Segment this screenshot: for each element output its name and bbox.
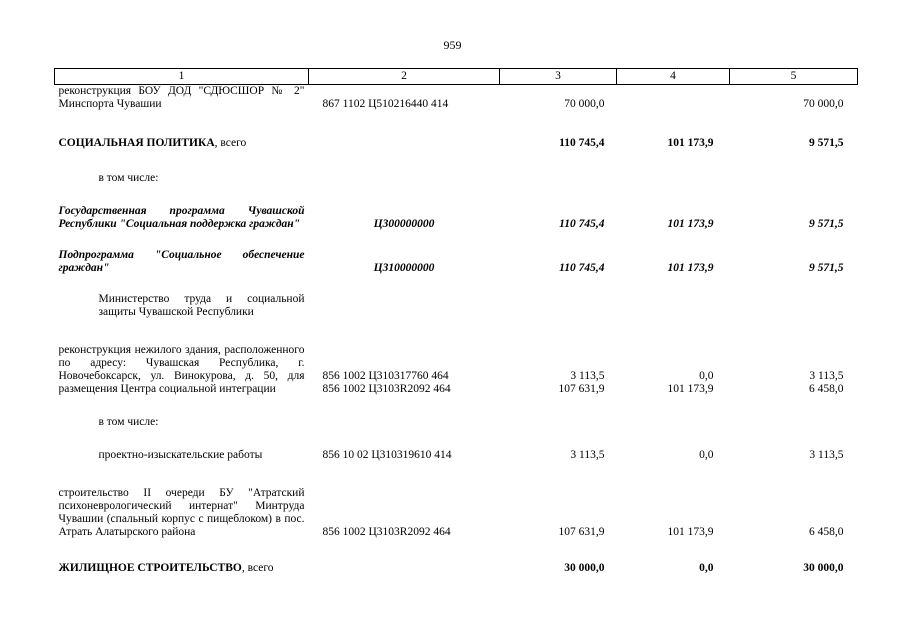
row-name: Государственная программа Чувашской Республики "Социальная поддержка граждан" [58, 205, 305, 230]
table-row [55, 416, 858, 429]
row-code [309, 562, 500, 575]
column-header-2: 2 [309, 69, 500, 85]
row-value-col3: 107 631,9 [558, 526, 605, 538]
row-value-col3 [500, 344, 617, 396]
row-value-col5: 9 571,5 [809, 218, 844, 230]
section-title-suffix: , всего [214, 137, 247, 149]
row-value-col4: 101 173,9 [667, 262, 714, 274]
column-header-4: 4 [617, 69, 730, 85]
table-row [55, 344, 858, 396]
row-value-line-2: 101 173,9 [667, 383, 714, 395]
section-title-suffix: , всего [241, 562, 274, 574]
table-row [55, 172, 858, 185]
table-row [55, 449, 858, 462]
table-row [55, 562, 858, 575]
page-number: 959 [443, 38, 462, 52]
table-row [55, 205, 858, 231]
row-code: Ц310000000 [373, 262, 435, 274]
section-title: ЖИЛИЩНОЕ СТРОИТЕЛЬСТВО [58, 562, 242, 574]
row-value-col5: 9 571,5 [809, 262, 844, 274]
row-value-col4: 0,0 [699, 562, 714, 574]
row-value-col4 [617, 85, 730, 112]
table-row [55, 487, 858, 539]
row-value-col4: 101 173,9 [667, 218, 714, 230]
row-name: в том числе: [98, 172, 159, 184]
column-header-5: 5 [730, 69, 858, 85]
row-value-col5: 70 000,0 [803, 98, 844, 110]
column-header-3: 3 [500, 69, 617, 85]
row-value-col3: 110 745,4 [559, 262, 605, 274]
row-name [55, 137, 309, 150]
row-name: в том числе: [98, 416, 159, 428]
row-value-line-1: 0,0 [699, 370, 714, 382]
row-code-line-1: 856 1002 Ц310317760 464 [322, 370, 449, 382]
row-value-col5: 3 113,5 [809, 449, 844, 461]
column-number-header [55, 69, 858, 85]
row-value-col5: 30 000,0 [803, 562, 844, 574]
budget-table [54, 68, 858, 575]
row-value-line-1: 3 113,5 [570, 370, 605, 382]
row-value-col3: 70 000,0 [564, 98, 605, 110]
table-row [55, 137, 858, 150]
row-value-line-2: 6 458,0 [809, 383, 844, 395]
table-row [55, 249, 858, 275]
table-row [55, 85, 858, 112]
row-value-col5 [730, 344, 858, 396]
row-value-col5: 9 571,5 [809, 137, 844, 149]
row-code: 856 10 02 Ц310319610 414 [322, 449, 452, 461]
row-code [309, 344, 500, 396]
row-value-col3: 30 000,0 [564, 562, 605, 574]
section-title: СОЦИАЛЬНАЯ ПОЛИТИКА [58, 137, 215, 149]
row-code-line-2: 856 1002 Ц3103R2092 464 [322, 383, 451, 395]
row-name: реконструкция нежилого здания, расположенного по адресу: Чувашская Республика, г. Новочебоксарск, ул. Винокурова, д. 50, для размещения Центра социальной интеграции [58, 344, 305, 395]
table-row [55, 293, 858, 319]
row-code [309, 137, 500, 150]
row-value-line-1: 3 113,5 [809, 370, 844, 382]
row-name: строительство II очереди БУ "Атратский психоневрологический интернат" Минтруда Чувашии (спальный корпус с пищеблоком) в пос. Атрать Алатырского района [58, 487, 305, 538]
row-code: 856 1002 Ц3103R2092 464 [322, 526, 451, 538]
row-value-col3: 3 113,5 [570, 449, 605, 461]
row-code: 867 1102 Ц510216440 414 [322, 98, 449, 110]
row-name: реконструкция БОУ ДОД "СДЮСШОР № 2" Минспорта Чувашии [58, 85, 305, 110]
row-name: Министерство труда и социальной защиты Чувашской Республики [98, 293, 305, 318]
row-value-col5: 6 458,0 [809, 526, 844, 538]
row-name [55, 562, 309, 575]
row-value-col4: 101 173,9 [667, 137, 714, 149]
row-value-line-2: 107 631,9 [558, 383, 605, 395]
column-header-1: 1 [55, 69, 309, 85]
row-value-col3: 110 745,4 [559, 218, 605, 230]
row-name: Подпрограмма "Социальное обеспечение граждан" [58, 249, 305, 274]
row-code: Ц300000000 [373, 218, 435, 230]
row-value-col4 [617, 344, 730, 396]
row-value-col3: 110 745,4 [559, 137, 605, 149]
row-value-col4: 101 173,9 [667, 526, 714, 538]
row-name: проектно-изыскательские работы [98, 449, 263, 461]
row-value-col4: 0,0 [699, 449, 714, 461]
